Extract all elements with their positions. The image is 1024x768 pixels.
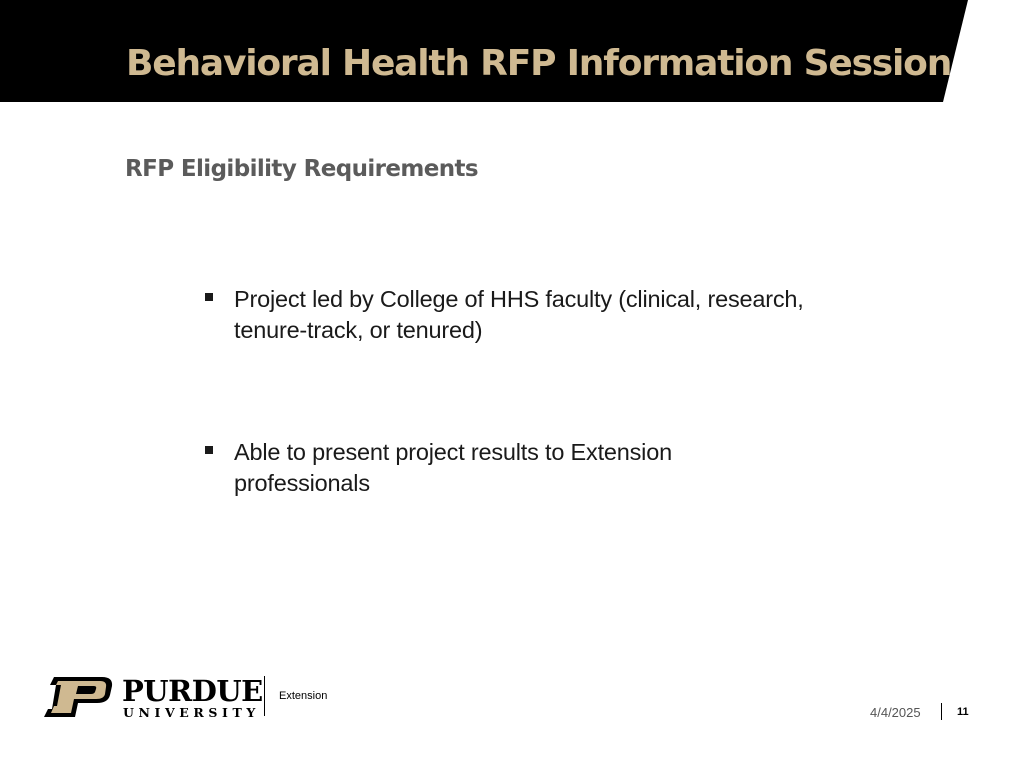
square-bullet-icon: [205, 293, 213, 301]
bullet-item: [204, 284, 804, 346]
logo-divider: [264, 676, 265, 716]
slide-page-number: 11: [957, 706, 969, 718]
bullet-text: Able to present project results to Extension professionals: [234, 439, 672, 496]
square-bullet-icon: [205, 446, 213, 454]
logo-unit-label: Extension: [279, 690, 328, 702]
logo-wordmark: PURDUE: [122, 674, 263, 708]
bullet-text: Project led by College of HHS faculty (clinical, research, tenure-track, or tenured): [234, 286, 804, 343]
slide-subtitle: RFP Eligibility Requirements: [125, 156, 479, 182]
purdue-motion-p-icon: [40, 677, 114, 717]
bullet-list: [204, 284, 804, 499]
slide-title: Behavioral Health RFP Information Session: [126, 43, 952, 84]
slide-date: 4/4/2025: [870, 705, 921, 720]
logo-university-text: UNIVERSITY: [123, 705, 260, 720]
footer-divider: [941, 703, 942, 720]
bullet-item: [204, 437, 804, 499]
